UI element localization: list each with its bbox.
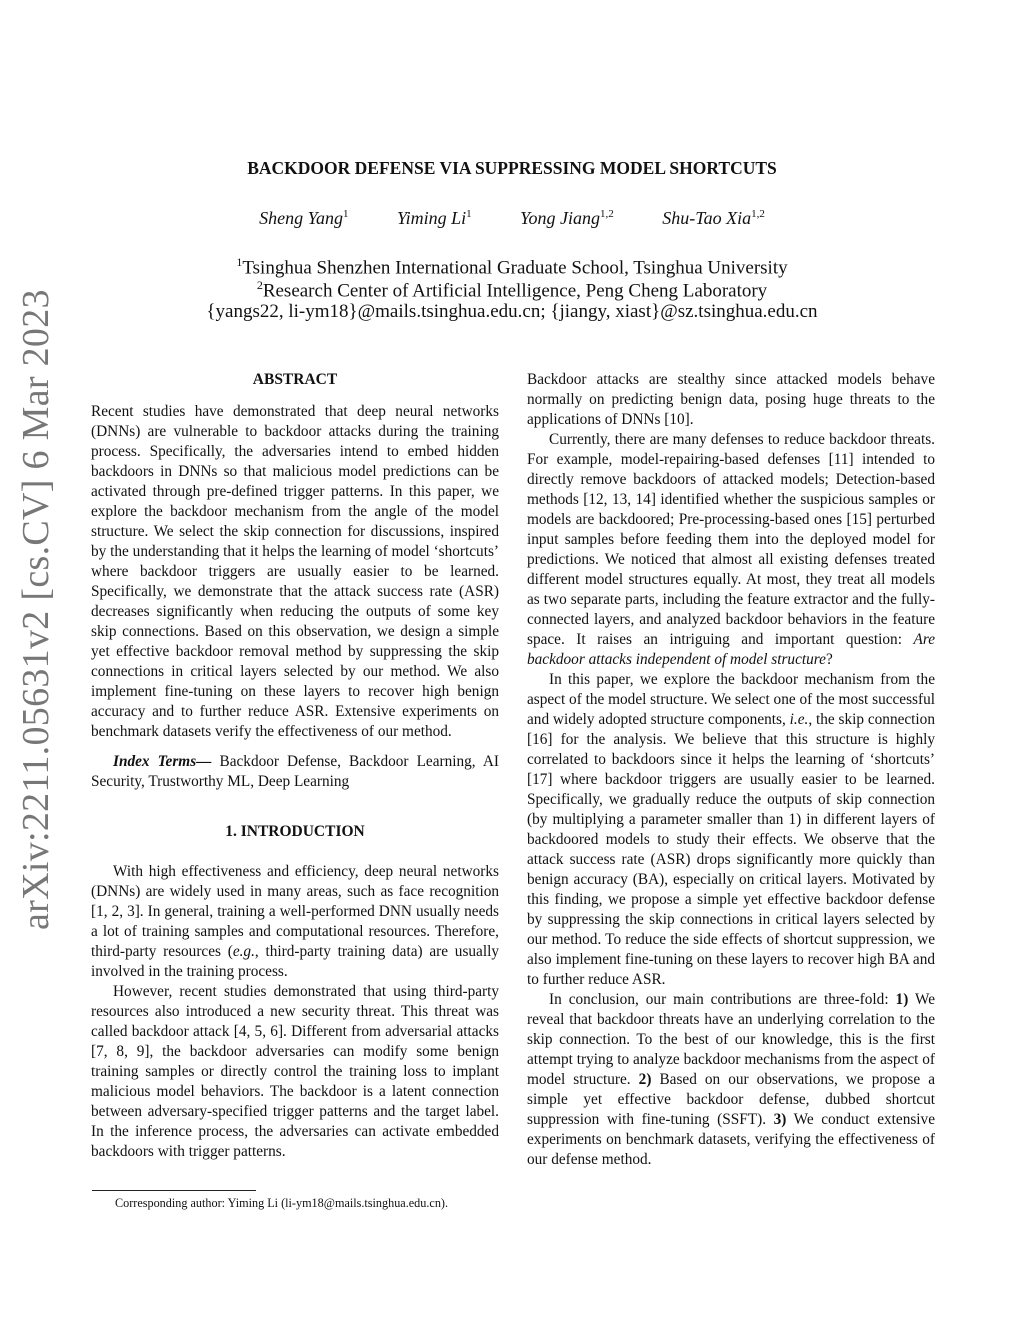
section-heading-introduction: 1. INTRODUCTION — [225, 823, 365, 840]
intro-paragraph-4: Currently, there are many defenses to reduce backdoor threats. For example, model-repairing-based defenses [11] intended to directly remove backdoors of attacked models; Detection-based methods [12, 13, 14] identified whether the suspicious samples or models are backdoored; Pre-processing-based ones [15] perturbed input samples before feeding them into the deployed model for predictions. We noticed that almost all existing defenses treated different model structures equally. At most, they treat all models as two separate parts, including the feature extractor and the fully-connected layers, and analyzed backdoor behaviors in the feature space. It raises an intriguing and important question: Are backdoor attacks independent of model structure? — [527, 431, 935, 668]
intro-paragraph-5: In this paper, we explore the backdoor mechanism from the aspect of the model structure. We select one of the most successful and widely adopted structure components, i.e., the skip connection [16] for the analysis. We believe that this structure is highly correlated to backdoors since it helps the learning of ‘shortcuts’ [17] where backdoor triggers are usually easier to be learned. Specifically, we gradually reduce the outputs of skip connection (by multiplying a parameter smaller than 1) in different layers of backdoored models to study their effects. We observe that the attack success rate (ASR) drops significantly more quickly than benign accuracy (BA), especially on critical layers. Motivated by this finding, we propose a simple yet effective backdoor defense by suppressing the skip connections in critical layers selected by our method. To reduce the side effects of shortcut suppression, we also implement fine-tuning on these layers to recover high BA and to further reduce ASR. — [527, 671, 935, 988]
abstract-text: Recent studies have demonstrated that deep neural networks (DNNs) are vulnerable to backdoor attacks during the training process. Specifically, the adversaries intend to embed hidden backdoors in DNNs so that malicious model predictions can be activated through pre-defined trigger patterns. In this paper, we explore the backdoor mechanism from the angle of the model structure. We select the skip connection for discussions, inspired by the understanding that it helps the learning of model ‘shortcuts’ where backdoor triggers are usually easier to be learned. Specifically, we demonstrate that the attack success rate (ASR) decreases significantly when reducing the outputs of some key skip connections. Based on this observation, we design a simple yet effective backdoor removal method by suppressing the skip connections in critical layers selected by our method. We also implement fine-tuning on these layers to recover high benign accuracy and to further reduce ASR. Extensive experiments on benchmark datasets verify the effectiveness of our method. — [91, 403, 499, 740]
intro-paragraph-2: However, recent studies demonstrated that using third-party resources also introduced a new security threat. This threat was called backdoor attack [4, 5, 6]. Different from adversarial attacks [7, 8, 9], the backdoor adversaries can modify some benign training samples or directly control the training loss to implant malicious model behaviors. The backdoor is a latent connection between adversary-specified trigger patterns and the target label. In the inference process, the adversaries can activate embedded backdoors with trigger patterns. — [91, 983, 499, 1160]
paper-title: BACKDOOR DEFENSE VIA SUPPRESSING MODEL SHORTCUTS — [247, 158, 777, 178]
right-column — [527, 370, 935, 1170]
intro-paragraph-6: In conclusion, our main contributions are three-fold: 1) We reveal that backdoor threats have an underlying correlation to the skip connection. To the best of our knowledge, this is the first attempt trying to analyze backdoor mechanisms from the aspect of model structure. 2) Based on our observations, we propose a simple yet effective backdoor defense, dubbed shortcut suppression with fine-tuning (SSFT). 3) We conduct extensive experiments on benchmark datasets, verifying the effectiveness of our defense method. — [527, 991, 935, 1168]
index-terms: Index Terms— Backdoor Defense, Backdoor Learning, AI Security, Trustworthy ML, Deep Learning — [91, 753, 499, 790]
abstract-heading: ABSTRACT — [252, 371, 338, 388]
author: Yiming Li$^1$ — [396, 208, 472, 228]
affiliation-2: $^2$Research Center of Artificial Intelligence, Peng Cheng Laboratory — [256, 278, 768, 302]
author-list — [0, 208, 1024, 229]
arxiv-identifier: arXiv:2211.05631v2 [cs.CV] 6 Mar 2023 — [15, 289, 57, 930]
author: Sheng Yang$^1$ — [259, 208, 349, 228]
author: Shu-Tao Xia$^{1,2}$ — [662, 208, 765, 228]
intro-paragraph-1: With high effectiveness and efficiency, deep neural networks (DNNs) are widely used in many areas, such as face recognition [1, 2, 3]. In general, training a well-performed DNN usually needs a lot of training samples and computational resources. Therefore, third-party resources (e.g., third-party training data) are usually involved in the training process. — [91, 863, 499, 980]
index-terms-label: Index Terms— — [113, 753, 212, 770]
intro-paragraph-3: Backdoor attacks are stealthy since attacked models behave normally on predicting benign data, posing huge threats to the applications of DNNs [10]. — [527, 371, 935, 428]
left-column — [91, 370, 499, 1162]
author: Yong Jiang$^{1,2}$ — [520, 208, 614, 228]
author-emails: {yangs22, li-ym18}@mails.tsinghua.edu.cn; {jiangy, xiast}@sz.tsinghua.edu.cn — [206, 301, 818, 322]
affiliation-1: $^1$Tsinghua Shenzhen International Graduate School, Tsinghua University — [236, 255, 788, 279]
footnote: Corresponding author: Yiming Li (li-ym18@mails.tsinghua.edu.cn). — [115, 1196, 449, 1210]
footnote-rule — [92, 1190, 256, 1191]
